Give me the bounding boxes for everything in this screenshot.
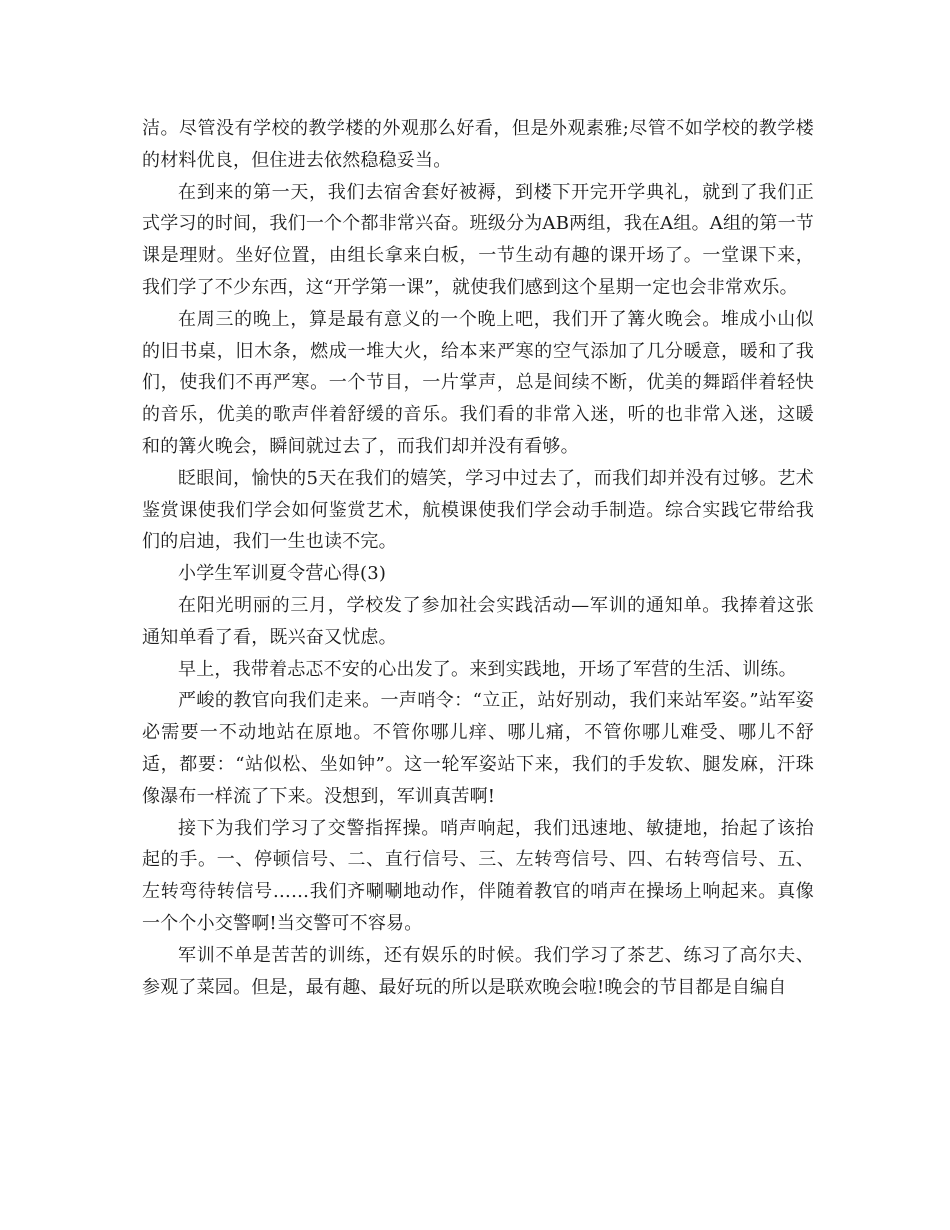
paragraph-1: 洁。尽管没有学校的教学楼的外观那么好看，但是外观素雅;尽管不如学校的教学楼的材料优良，但住进去依然稳稳妥当。 [142,118,814,171]
paragraph-9: 军训不单是苦苦的训练，还有娱乐的时候。我们学习了茶艺、练习了高尔夫、参观了菜园。但是，最有趣、最好玩的所以是联欢晚会啦!晚会的节目都是自编自 [142,944,814,998]
paragraph-8: 接下为我们学习了交警指挥操。哨声响起，我们迅速地、敏捷地，抬起了该抬起的手。一、停顿信号、二、直行信号、三、左转弯信号、四、右转弯信号、五、左转弯待转信号……我们齐唰唰地动作，伴随着教官的哨声在操场上响起来。真像一个个小交警啊!当交警可不容易。 [142,817,814,934]
document-body [142,113,814,1003]
section-heading: 小学生军训夏令营心得(3) [178,563,387,585]
paragraph-5: 在阳光明丽的三月，学校发了参加社会实践活动—军训的通知单。我捧着这张通知单看了看，既兴奋又忧虑。 [142,594,814,648]
paragraph-3: 在周三的晚上，算是最有意义的一个晚上吧，我们开了篝火晚会。堆成小山似的旧书桌，旧木条，燃成一堆大火，给本来严寒的空气添加了几分暖意，暖和了我们，使我们不再严寒。一个节目，一片掌声，总是间续不断，优美的舞蹈伴着轻快的音乐，优美的歌声伴着舒缓的音乐。我们看的非常入迷，听的也非常入迷，这暖和的篝火晚会，瞬间就过去了，而我们却并没有看够。 [142,308,814,457]
paragraph-2: 在到来的第一天，我们去宿舍套好被褥，到楼下开完开学典礼，就到了我们正式学习的时间，我们一个个都非常兴奋。班级分为AB两组，我在A组。A组的第一节课是理财。坐好位置，由组长拿来白板，一节生动有趣的课开场了。一堂课下来，我们学了不少东西，这“开学第一课”，就使我们感到这个星期一定也会非常欢乐。 [142,181,814,298]
paragraph-6: 早上，我带着忐忑不安的心出发了。来到实践地，开场了军营的生活、训练。 [178,658,797,680]
paragraph-4: 眨眼间，愉快的5天在我们的嬉笑，学习中过去了，而我们却并没有过够。艺术鉴赏课使我们学会如何鉴赏艺术，航模课使我们学会动手制造。综合实践它带给我们的启迪，我们一生也读不完。 [142,467,814,553]
paragraph-7: 严峻的教官向我们走来。一声哨令：“立正，站好别动，我们来站军姿。”站军姿必需要一不动地站在原地。不管你哪儿痒、哪儿痛，不管你哪儿难受、哪儿不舒适，都要：“站似松、坐如钟”。这一轮军姿站下来，我们的手发软、腿发麻，汗珠像瀑布一样流了下来。没想到，军训真苦啊! [142,690,814,807]
